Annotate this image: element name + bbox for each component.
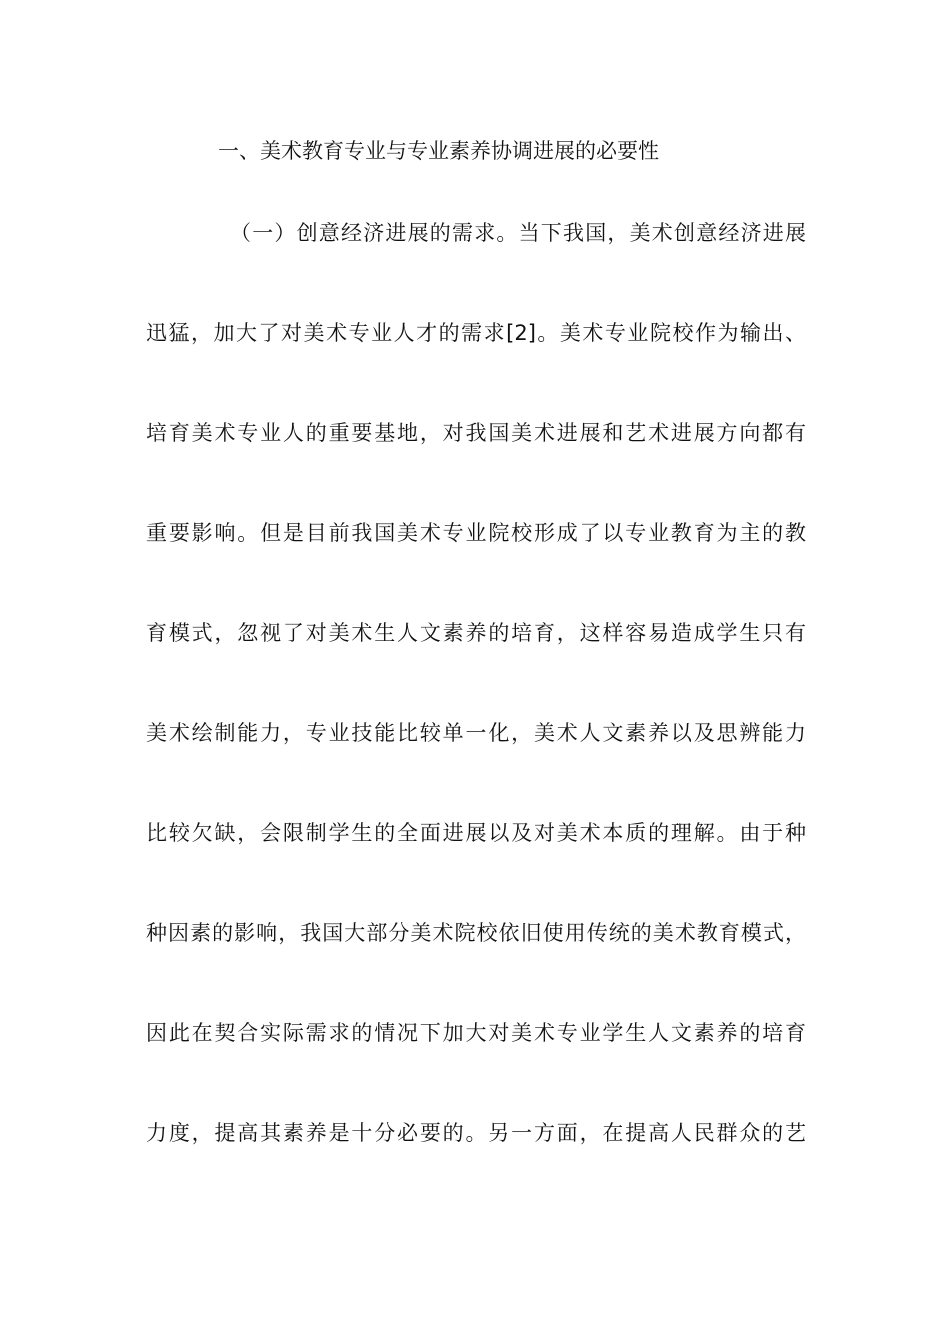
paragraph-line: 迅猛，加大了对美术专业人才的需求[2]。美术专业院校作为输出、 <box>146 321 806 345</box>
paragraph-line: 比较欠缺，会限制学生的全面进展以及对美术本质的理解。由于种 <box>146 821 806 845</box>
paragraph-line: 重要影响。但是目前我国美术专业院校形成了以专业教育为主的教 <box>146 521 806 545</box>
paragraph-line: 因此在契合实际需求的情况下加大对美术专业学生人文素养的培育 <box>146 1021 806 1045</box>
paragraph-line: 力度，提高其素养是十分必要的。另一方面，在提高人民群众的艺 <box>146 1121 806 1145</box>
paragraph-line: 美术绘制能力，专业技能比较单一化，美术人文素养以及思辨能力 <box>146 721 806 745</box>
paragraph-line: （一）创意经济进展的需求。当下我国，美术创意经济进展 <box>230 221 806 245</box>
paragraph-line: 培育美术专业人的重要基地，对我国美术进展和艺术进展方向都有 <box>146 421 806 445</box>
section-heading: 一、美术教育专业与专业素养协调进展的必要性 <box>218 139 659 163</box>
paragraph <box>146 218 806 1218</box>
paragraph-line: 种因素的影响，我国大部分美术院校依旧使用传统的美术教育模式， <box>146 921 806 945</box>
paragraph-line: 育模式，忽视了对美术生人文素养的培育，这样容易造成学生只有 <box>146 621 806 645</box>
